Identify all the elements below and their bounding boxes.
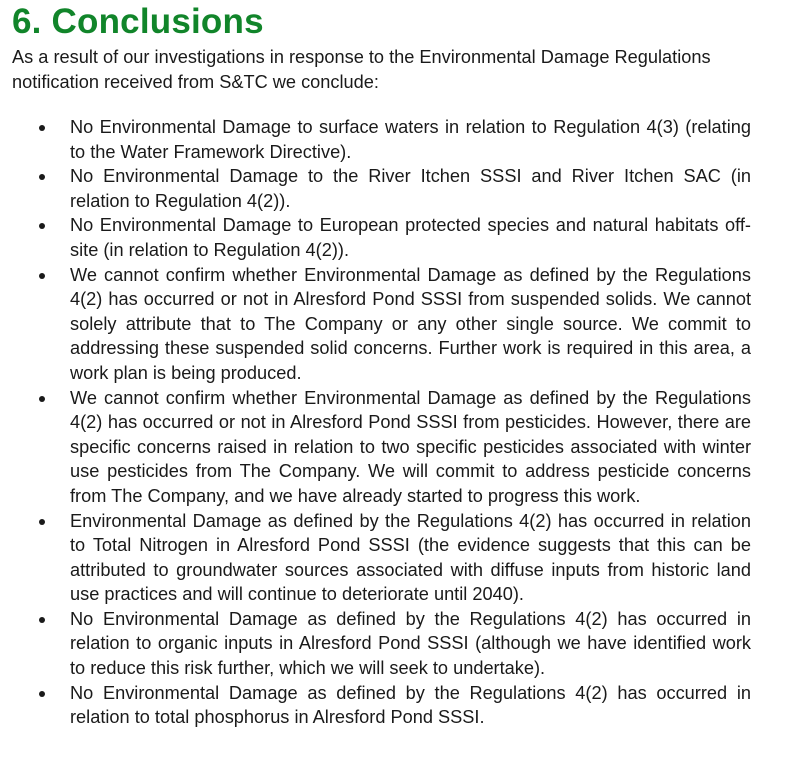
conclusion-item bbox=[12, 509, 751, 607]
conclusion-text: We cannot confirm whether Environmental Damage as defined by the Regulations 4(2) has occurred or not in Alresford Pond SSSI from pesticides. However, there are specific concerns raised in relation to two specific pesticides associated with winter use pesticides from The Company. We will commit to address pesticide concerns from The Company, and we have already started to progress this work. bbox=[70, 387, 751, 506]
conclusion-text: No Environmental Damage to surface waters in relation to Regulation 4(3) (relating to the Water Framework Directive). bbox=[70, 117, 751, 162]
bullet-icon bbox=[39, 617, 45, 623]
bullet-icon bbox=[39, 519, 45, 525]
conclusion-item bbox=[12, 263, 751, 386]
section-heading: 6. Conclusions bbox=[12, 2, 264, 41]
conclusion-item bbox=[12, 115, 751, 164]
conclusion-text: No Environmental Damage to the River Itchen SSSI and River Itchen SAC (in relation to Regulation 4(2)). bbox=[70, 166, 751, 211]
conclusion-text: No Environmental Damage to European protected species and natural habitats off-site (in relation to Regulation 4(2)). bbox=[70, 215, 751, 260]
conclusion-item bbox=[12, 386, 751, 509]
conclusion-item bbox=[12, 607, 751, 681]
conclusion-text: No Environmental Damage as defined by the Regulations 4(2) has occurred in relation to total phosphorus in Alresford Pond SSSI. bbox=[70, 682, 751, 728]
intro-paragraph: As a result of our investigations in response to the Environmental Damage Regulations notification received from S&TC we conclude: bbox=[12, 47, 711, 92]
conclusion-item bbox=[12, 213, 751, 262]
conclusion-text: Environmental Damage as defined by the Regulations 4(2) has occurred in relation to Total Nitrogen in Alresford Pond SSSI (the evidence suggests that this can be attributed to groundwater sources associated with diffuse inputs from historic land use practices and will continue to deteriorate until 2040). bbox=[70, 510, 751, 605]
conclusion-text: No Environmental Damage as defined by the Regulations 4(2) has occurred in relation to organic inputs in Alresford Pond SSSI (although we have identified work to reduce this risk further, which we will seek to undertake). bbox=[70, 608, 751, 679]
bullet-icon bbox=[39, 691, 45, 697]
conclusion-text: We cannot confirm whether Environmental Damage as defined by the Regulations 4(2) has occurred or not in Alresford Pond SSSI from suspended solids. We cannot solely attribute that to The Company or any other single source. We commit to addressing these suspended solid concerns. Further work is required in this area, a work plan is being produced. bbox=[70, 264, 751, 383]
bullet-icon bbox=[39, 125, 45, 131]
bullet-icon bbox=[39, 223, 45, 229]
bullet-icon bbox=[39, 174, 45, 180]
bullet-icon bbox=[39, 396, 45, 402]
conclusions-list bbox=[12, 115, 795, 730]
conclusion-item bbox=[12, 164, 751, 213]
conclusion-item bbox=[12, 681, 751, 730]
bullet-icon bbox=[39, 273, 45, 279]
